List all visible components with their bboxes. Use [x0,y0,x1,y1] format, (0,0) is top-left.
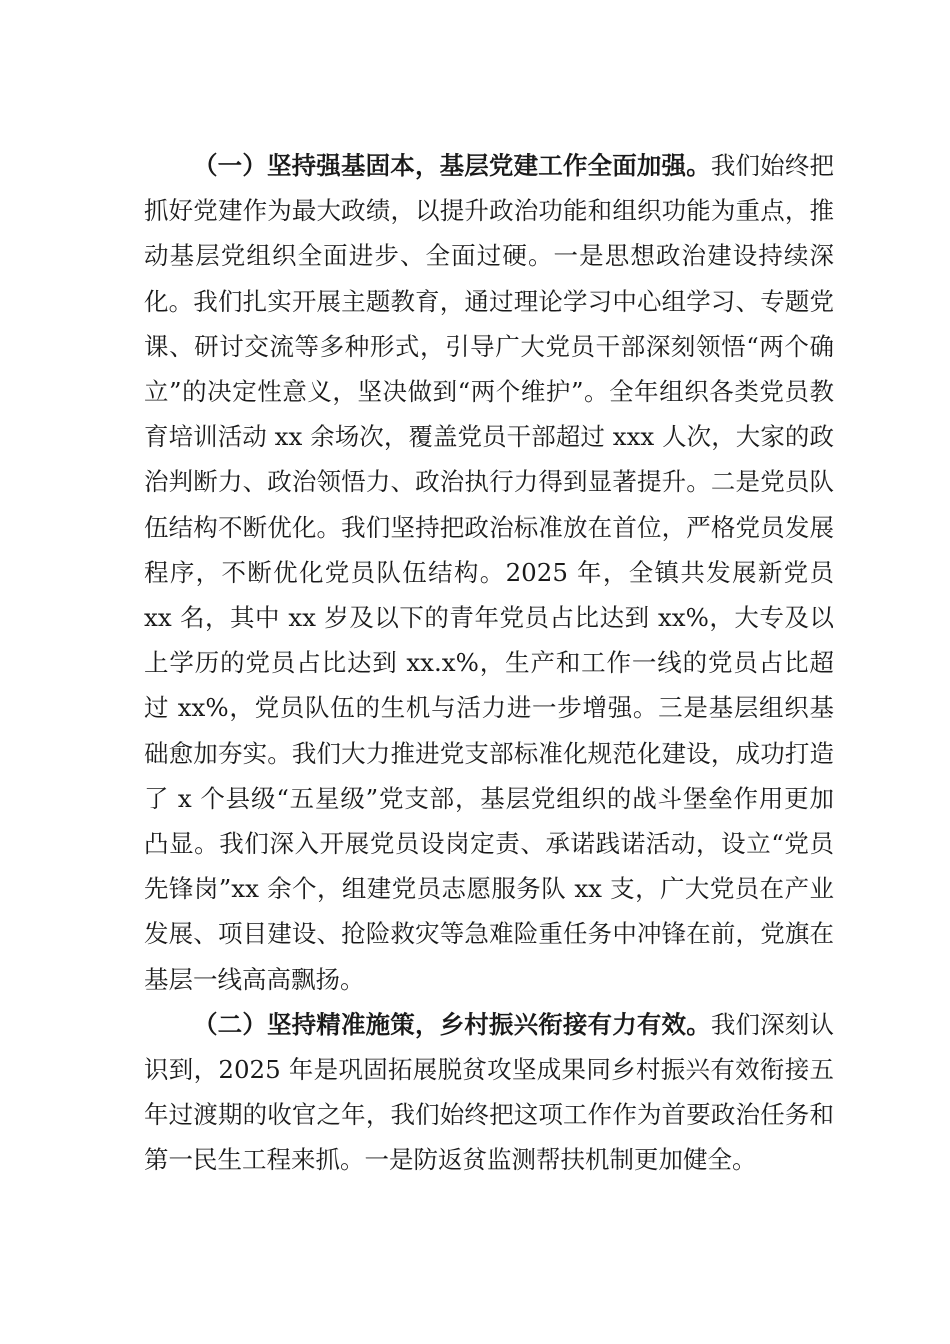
paragraph-heading: （一）坚持强基固本，基层党建工作全面加强。 [193,151,711,180]
paragraph-party-building [144,143,834,1002]
document-body [144,143,834,1183]
paragraph-heading: （二）坚持精准施策，乡村振兴衔接有力有效。 [193,1009,711,1039]
paragraph-text: 我们始终把抓好党建作为最大政绩，以提升政治功能和组织功能为重点，推动基层党组织全面进步、全面过硬。一是思想政治建设持续深化。我们扎实开展主题教育，通过理论学习中心组学习、专题党课、研讨交流等多种形式，引导广大党员干部深刻领悟“两个确立”的决定性意义，坚决做到“两个维护”。全年组织各类党员教育培训活动 xx 余场次，覆盖党员干部超过 xxx 人次，大家的政治判断力、政治领悟力、政治执行力得到显著提升。二是党员队伍结构不断优化。我们坚持把政治标准放在首位，严格党员发展程序，不断优化党员队伍结构。2025 年，全镇共发展新党员 xx 名，其中 xx 岁及以下的青年党员占比达到 xx%，大专及以上学历的党员占比达到 xx.x%，生产和工作一线的党员占比超过 xx%，党员队伍的生机与活力进一步增强。三是基层组织基础愈加夯实。我们大力推进党支部标准化规范化建设，成功打造了 x 个县级“五星级”党支部，基层党组织的战斗堡垒作用更加凸显。我们深入开展党员设岗定责、承诺践诺活动，设立“党员先锋岗”xx 余个，组建党员志愿服务队 xx 支，广大党员在产业发展、项目建设、抢险救灾等急难险重任务中冲锋在前，党旗在基层一线高高飘扬。 [144,151,834,994]
paragraph-rural-revitalization [144,1002,834,1183]
paragraph-text: 我们深刻认识到，2025 年是巩固拓展脱贫攻坚成果同乡村振兴有效衔接五年过渡期的收官之年，我们始终把这项工作作为首要政治任务和第一民生工程来抓。一是防返贫监测帮扶机制更加健全。 [144,1009,834,1175]
